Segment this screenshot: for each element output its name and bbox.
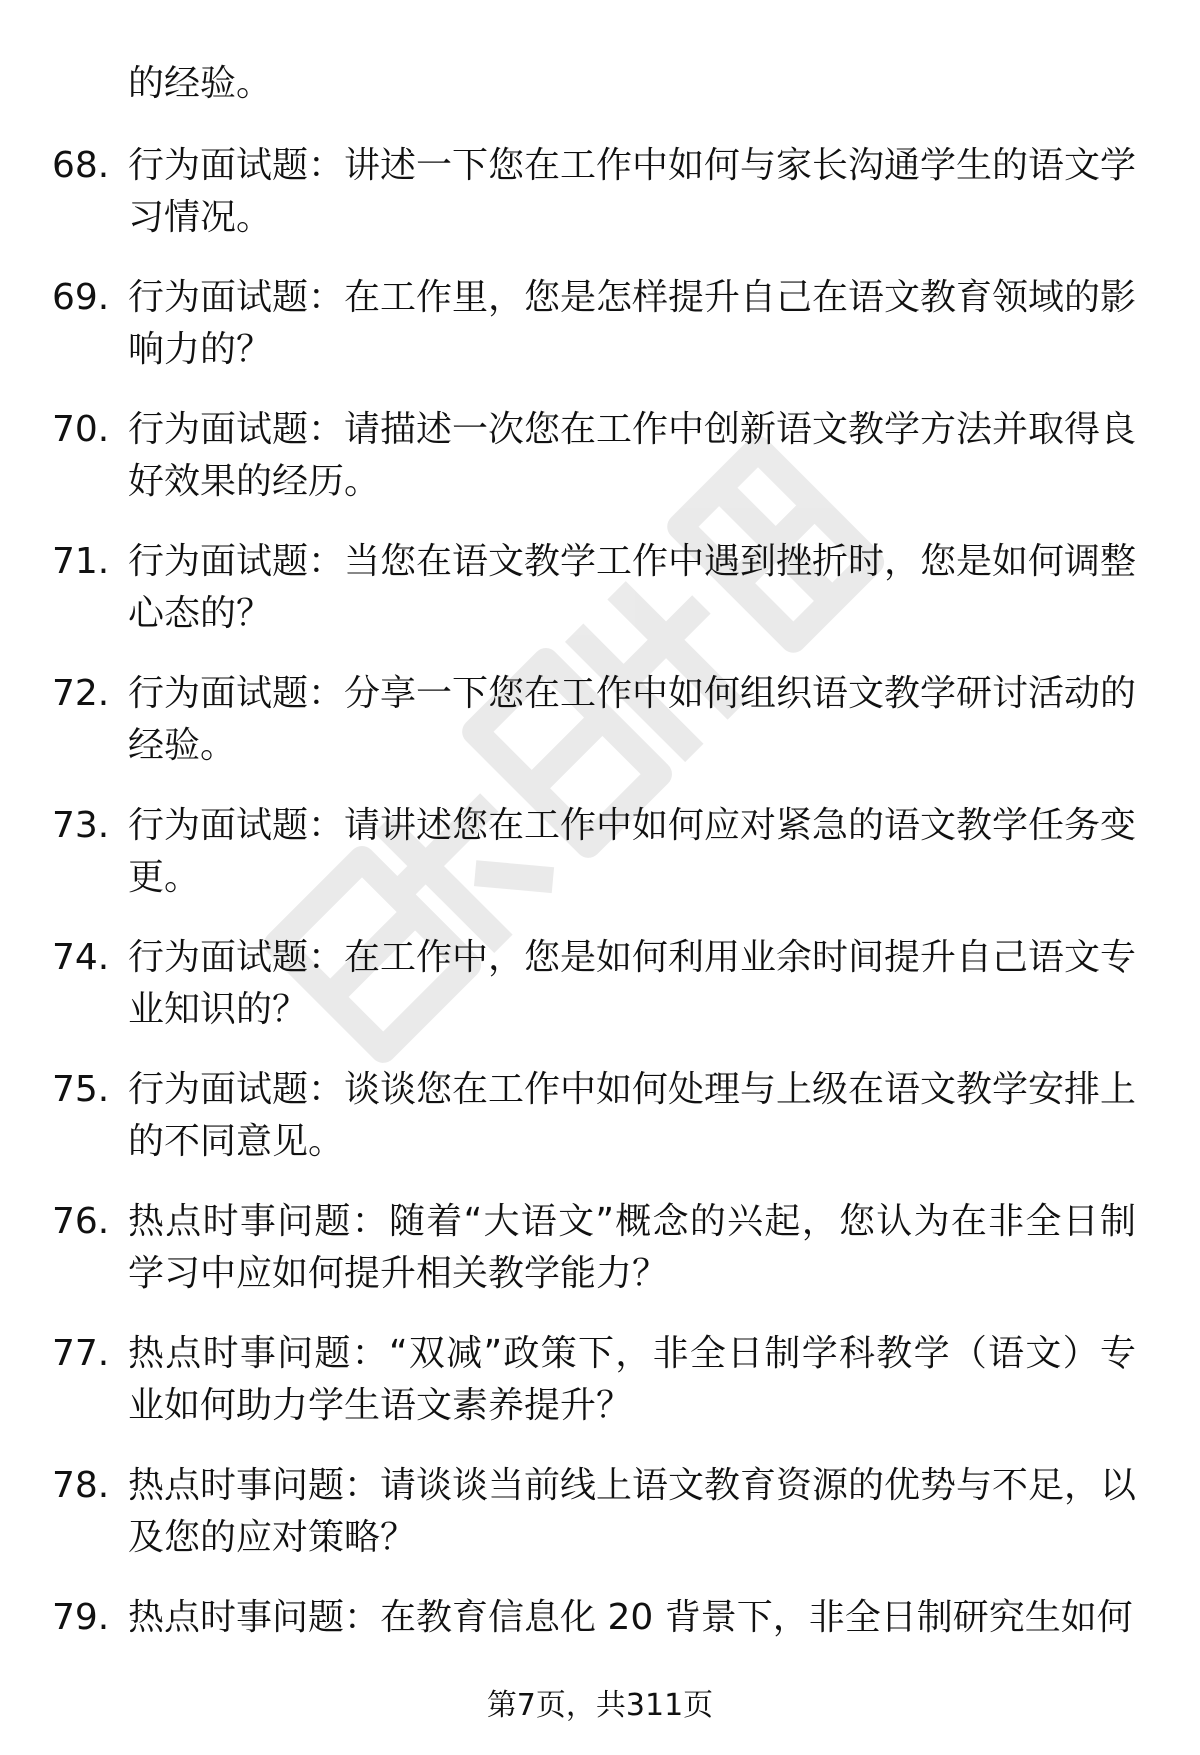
question-item xyxy=(0,1460,1200,1592)
question-number: 72. xyxy=(52,673,110,714)
question-item xyxy=(0,1328,1200,1460)
question-number: 70. xyxy=(52,409,110,450)
question-item xyxy=(0,404,1200,536)
question-list xyxy=(0,140,1200,1724)
question-number: 77. xyxy=(52,1333,110,1374)
question-item xyxy=(0,536,1200,668)
question-item xyxy=(0,140,1200,272)
question-number: 75. xyxy=(52,1069,110,1110)
question-text: 行为面试题：当您在语文教学工作中遇到挫折时，您是如何调整心态的？ xyxy=(128,541,1137,634)
question-text: 行为面试题：请描述一次您在工作中创新语文教学方法并取得良好效果的经历。 xyxy=(128,409,1137,502)
question-item xyxy=(0,1064,1200,1196)
question-number: 68. xyxy=(52,145,110,186)
question-item xyxy=(0,272,1200,404)
question-text: 行为面试题：讲述一下您在工作中如何与家长沟通学生的语文学习情况。 xyxy=(128,145,1137,238)
question-text: 行为面试题：请讲述您在工作中如何应对紧急的语文教学任务变更。 xyxy=(128,805,1137,898)
continuation-text: 的经验。 xyxy=(128,63,273,104)
question-text: 行为面试题：在工作中，您是如何利用业余时间提升自己语文专业知识的？ xyxy=(128,937,1137,1030)
question-number: 79. xyxy=(52,1597,110,1638)
question-item xyxy=(0,932,1200,1064)
question-number: 71. xyxy=(52,541,110,582)
question-number: 73. xyxy=(52,805,110,846)
question-item xyxy=(0,800,1200,932)
question-item xyxy=(0,668,1200,800)
question-text: 热点时事问题：在教育信息化 20 背景下，非全日制研究生如何 xyxy=(128,1597,1133,1638)
question-text: 行为面试题：在工作里，您是怎样提升自己在语文教育领域的影响力的？ xyxy=(128,277,1137,370)
question-text: 行为面试题：分享一下您在工作中如何组织语文教学研讨活动的经验。 xyxy=(128,673,1137,766)
question-text: 热点时事问题：随着“大语文”概念的兴起，您认为在非全日制学习中应如何提升相关教学能力？ xyxy=(128,1201,1136,1294)
question-number: 76. xyxy=(52,1201,110,1242)
question-number: 78. xyxy=(52,1465,110,1506)
question-number: 69. xyxy=(52,277,110,318)
question-item xyxy=(0,1196,1200,1328)
question-text: 热点时事问题：请谈谈当前线上语文教育资源的优势与不足，以及您的应对策略？ xyxy=(128,1465,1137,1558)
question-number: 74. xyxy=(52,937,110,978)
question-text: 行为面试题：谈谈您在工作中如何处理与上级在语文教学安排上的不同意见。 xyxy=(128,1069,1137,1162)
page-footer: 第7页，共311页 xyxy=(486,1688,714,1723)
question-text: 热点时事问题：“双减”政策下，非全日制学科教学（语文）专业如何助力学生语文素养提升？ xyxy=(128,1333,1136,1426)
